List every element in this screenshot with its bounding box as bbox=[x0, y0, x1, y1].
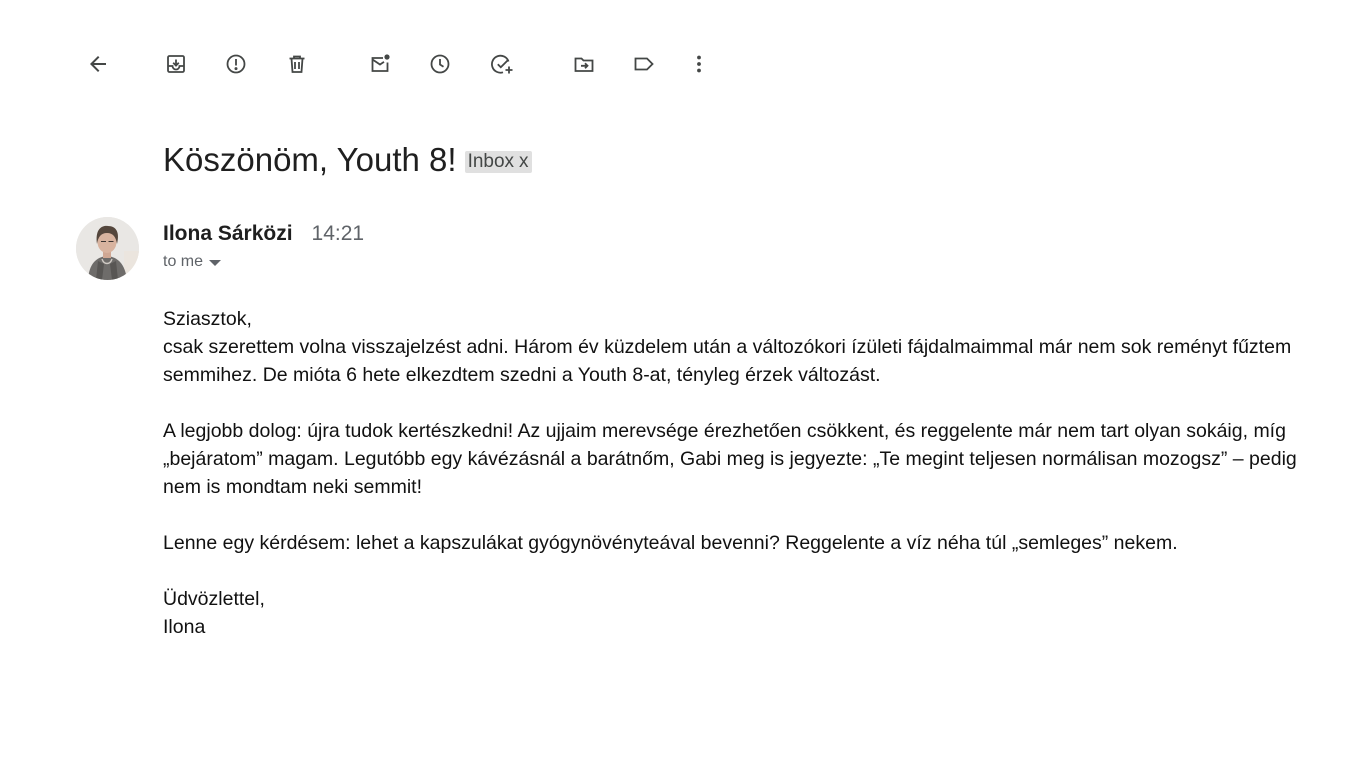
back-arrow-icon bbox=[86, 52, 110, 76]
person-portrait-icon bbox=[76, 217, 139, 280]
recipient-details-toggle[interactable] bbox=[163, 253, 221, 271]
sender-name[interactable]: Ilona Sárközi bbox=[163, 222, 293, 245]
body-line: Ilona bbox=[163, 616, 206, 638]
mark-unread-icon bbox=[368, 52, 392, 76]
labels-button[interactable] bbox=[626, 46, 662, 82]
dropdown-caret-icon bbox=[209, 260, 221, 266]
report-spam-button[interactable] bbox=[218, 46, 254, 82]
sender-row bbox=[163, 222, 364, 246]
body-paragraph bbox=[163, 305, 1303, 389]
more-vert-icon bbox=[687, 52, 711, 76]
mark-unread-button[interactable] bbox=[362, 46, 398, 82]
inbox-label-chip bbox=[465, 151, 532, 173]
label-name: Inbox bbox=[467, 150, 515, 172]
body-line: A legjobb dolog: újra tudok kertészkedni! Az ujjaim merevsége érezhetően csökkent, és reggelente már nem tart olyan sokáig, míg „bejáratom” magam. Legutóbb egy kávézásnál a barátnőm, Gabi meg is jegyezte: „Te megint teljesen normálisan mozogsz” – pedig nem is mondtam neki semmit! bbox=[163, 420, 1297, 498]
sent-time: 14:21 bbox=[311, 222, 365, 245]
snooze-button[interactable] bbox=[422, 46, 458, 82]
body-paragraph bbox=[163, 417, 1303, 501]
signature bbox=[163, 585, 1303, 641]
delete-icon bbox=[285, 52, 309, 76]
body-line: Lenne egy kérdésem: lehet a kapszulákat gyógynövényteával bevenni? Reggelente a víz néha túl „semleges” nekem. bbox=[163, 532, 1178, 554]
delete-button[interactable] bbox=[279, 46, 315, 82]
sender-avatar bbox=[76, 217, 139, 280]
body-line: Üdvözlettel, bbox=[163, 588, 265, 610]
remove-label-button[interactable]: x bbox=[519, 150, 529, 172]
snooze-icon bbox=[428, 52, 452, 76]
move-to-icon bbox=[572, 52, 596, 76]
report-spam-icon bbox=[224, 52, 248, 76]
recipient-label: to me bbox=[163, 253, 204, 270]
add-to-tasks-button[interactable] bbox=[484, 46, 520, 82]
archive-button[interactable] bbox=[158, 46, 194, 82]
add-to-tasks-icon bbox=[490, 52, 514, 76]
subject-row bbox=[163, 140, 532, 180]
more-options-button[interactable] bbox=[681, 46, 717, 82]
email-toolbar bbox=[0, 0, 1366, 128]
archive-icon bbox=[164, 52, 188, 76]
move-to-button[interactable] bbox=[566, 46, 602, 82]
body-line: csak szerettem volna visszajelzést adni. Három év küzdelem után a változókori ízületi fájdalmaimmal már nem sok reményt fűztem semmihez. De mióta 6 hete elkezdtem szedni a Youth 8-at, tényleg érzek változást. bbox=[163, 336, 1292, 386]
labels-icon bbox=[632, 52, 656, 76]
email-subject: Köszönöm, Youth 8! bbox=[163, 141, 457, 178]
email-body bbox=[163, 305, 1303, 641]
back-button[interactable] bbox=[80, 46, 116, 82]
body-paragraph bbox=[163, 529, 1303, 557]
body-line: Sziasztok, bbox=[163, 308, 252, 330]
